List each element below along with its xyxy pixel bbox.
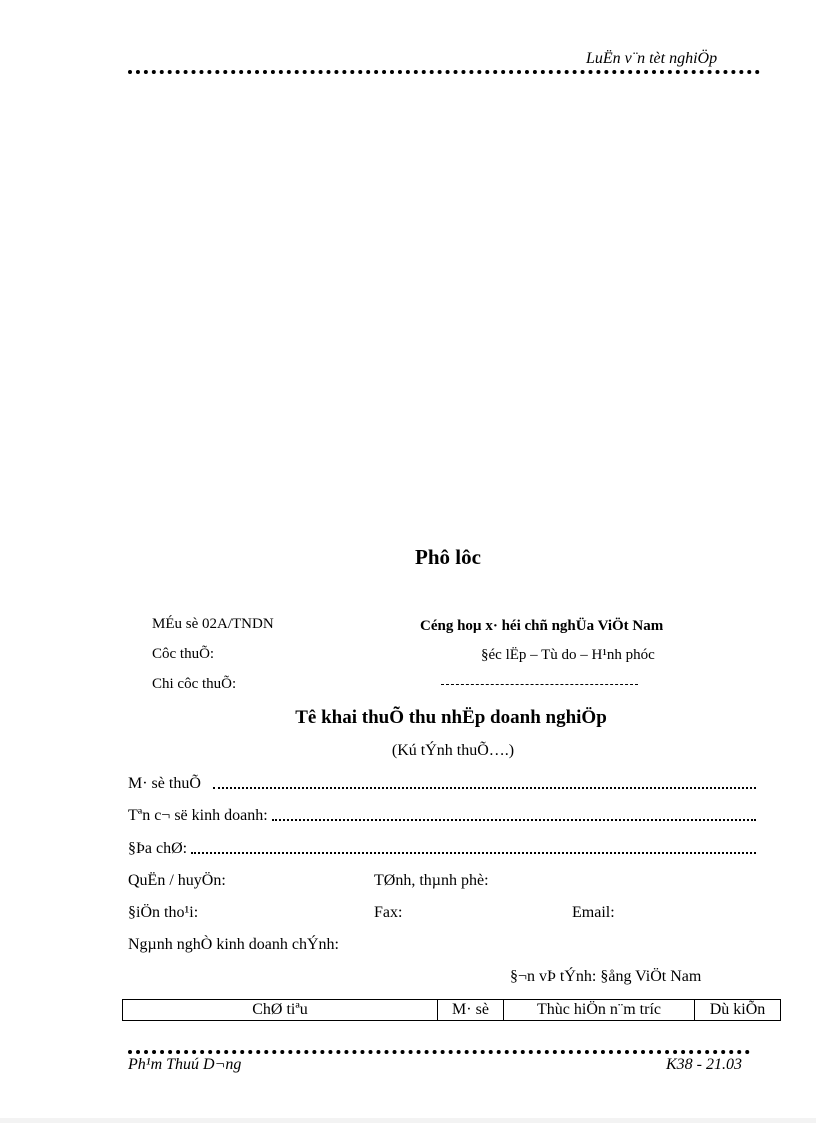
currency-note: §¬n vÞ tÝnh: §ång ViÖt Nam — [510, 968, 702, 985]
phone-label: §iÖn tho¹i: — [128, 904, 199, 921]
footer-author: Ph¹m Thuú D¬ng — [128, 1056, 242, 1073]
form-main-title: Tê khai thuÕ thu nhËp doanh nghiÖp — [295, 707, 607, 728]
address-field — [128, 840, 756, 858]
tax-department-label: Côc thuÕ: — [152, 646, 215, 662]
tax-code-field — [128, 775, 756, 793]
column-header: Dù kiÕn — [695, 1000, 781, 1021]
district-label: QuËn / huyÖn: — [128, 872, 226, 889]
tax-declaration-table — [122, 999, 781, 1021]
main-business-label: Ngµnh nghÒ kinh doanh chÝnh: — [128, 936, 339, 953]
motto: §éc lËp – Tù do – H¹nh phóc — [481, 647, 655, 663]
table-header-row — [123, 1000, 781, 1021]
business-name-blank — [272, 819, 756, 821]
province-label: TØnh, thµnh phè: — [374, 872, 489, 889]
country-line: Céng hoµ x· héi chñ nghÜa ViÖt Nam — [420, 618, 664, 634]
footer-dotted-rule — [128, 1050, 750, 1054]
appendix-title: Phô lôc — [415, 545, 481, 569]
tax-period: (Kú tÝnh thuÕ….) — [391, 742, 515, 759]
motto-underline — [441, 684, 638, 685]
running-header: LuËn v¨n tèt nghiÖp — [586, 50, 718, 67]
tax-code-label: M· sè thuÕ — [128, 775, 201, 792]
fax-label: Fax: — [374, 904, 403, 921]
column-header: M· sè — [438, 1000, 504, 1021]
business-name-label: Tªn c¬ së kinh doanh: — [128, 807, 268, 824]
address-blank — [191, 852, 756, 854]
column-header: Thùc hiÖn n¨m tríc — [504, 1000, 695, 1021]
tax-branch-label: Chi côc thuÕ: — [152, 676, 237, 692]
email-label: Email: — [572, 904, 615, 921]
header-dotted-rule — [128, 70, 760, 74]
column-header: ChØ tiªu — [123, 1000, 438, 1021]
address-label: §Þa chØ: — [128, 840, 188, 857]
business-name-field — [128, 807, 756, 825]
tax-code-blank — [213, 787, 756, 789]
form-code: MÉu sè 02A/TNDN — [152, 616, 274, 632]
footer-class-code: K38 - 21.03 — [666, 1056, 742, 1073]
